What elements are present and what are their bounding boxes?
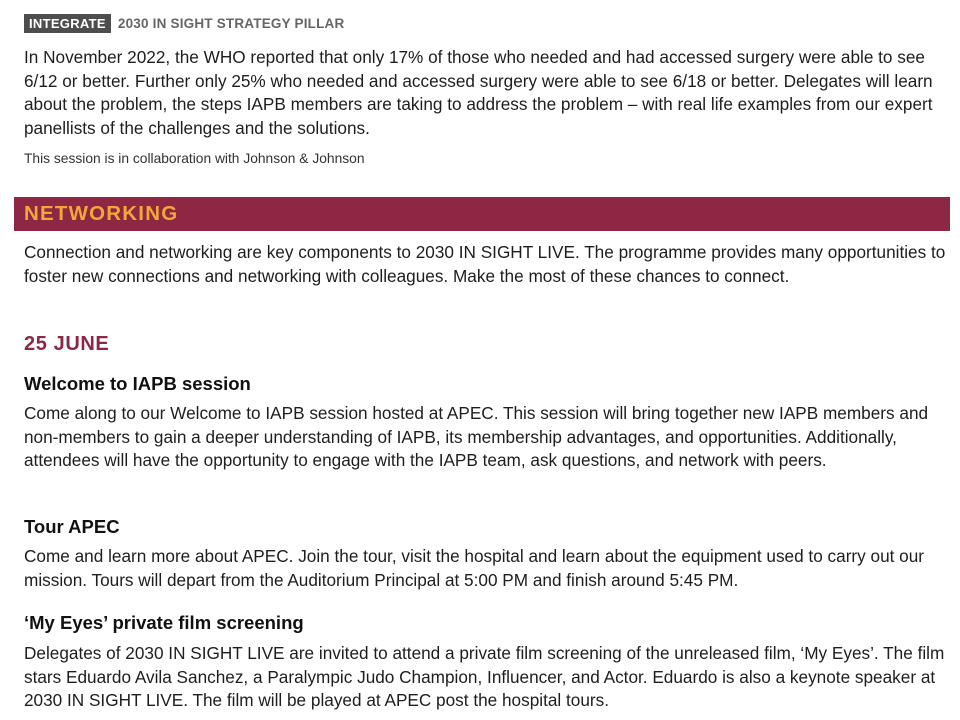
session-description-tour: Come and learn more about APEC. Join the tour, visit the hospital and learn about the equipment used to carry out our mission. Tours will depart from the Auditorium Principal at 5:00 PM and finish around 5:45 PM. bbox=[24, 546, 925, 590]
intro-paragraph: In November 2022, the WHO reported that only 17% of those who needed and had accessed surgery were able to see 6/12 or better. Further only 25% who needed and accessed surgery were able to see 6/18 or better. Delegates will learn about the problem, the steps IAPB members are taking to address the problem – with real life examples from our expert panellists of the challenges and the solutions. bbox=[24, 47, 933, 138]
pillar-tag: INTEGRATE bbox=[24, 14, 111, 33]
date-heading: 25 JUNE bbox=[24, 333, 110, 355]
session-title-welcome: Welcome to IAPB session bbox=[24, 373, 251, 394]
session-title-tour: Tour APEC bbox=[24, 516, 120, 537]
session-description-welcome: Come along to our Welcome to IAPB session hosted at APEC. This session will bring together new IAPB members and non-members to gain a deeper understanding of IAPB, its membership advantages, and opportunities. Additionally, attendees will have the opportunity to engage with the IAPB team, ask questions, and network with peers. bbox=[24, 403, 929, 470]
session-description-film: Delegates of 2030 IN SIGHT LIVE are invited to attend a private film screening of the unreleased film, ‘My Eyes’. The film stars Eduardo Avila Sanchez, a Paralympic Judo Champion, Influencer, and Actor. Eduardo is also a keynote speaker at 2030 IN SIGHT LIVE. The film will be played at APEC post the hospital tours. bbox=[24, 643, 945, 710]
pillar-label-row bbox=[24, 13, 344, 33]
networking-description: Connection and networking are key components to 2030 IN SIGHT LIVE. The programme provides many opportunities to foster new connections and networking with colleagues. Make the most of these chances to connect. bbox=[24, 242, 946, 286]
collaboration-note: This session is in collaboration with Johnson & Johnson bbox=[24, 151, 365, 166]
pillar-label: 2030 IN SIGHT STRATEGY PILLAR bbox=[117, 15, 345, 31]
networking-banner bbox=[14, 197, 950, 231]
networking-title: NETWORKING bbox=[24, 202, 179, 225]
session-title-film: ‘My Eyes’ private film screening bbox=[24, 612, 304, 633]
